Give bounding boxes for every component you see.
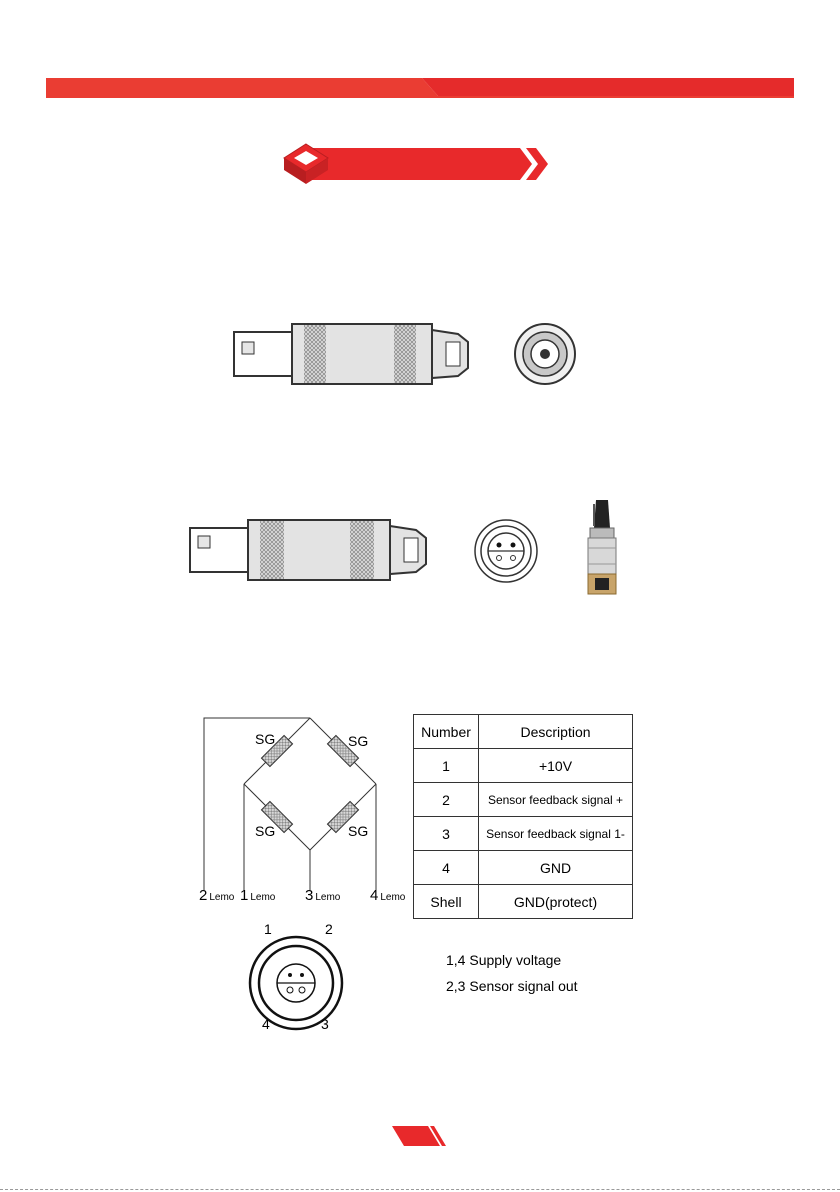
table-row [414,749,633,783]
row-number: 3 [414,817,479,851]
pin-label-3: 3 [321,1016,329,1032]
connector-2-side-view [188,518,432,582]
connector-1-end-drawing [512,322,578,386]
table-row [414,783,633,817]
row-number: 2 [414,783,479,817]
pin-table [413,714,633,919]
connector-1-end-view [512,322,578,386]
row-number: 4 [414,851,479,885]
table-row [414,885,633,919]
terminal-3-num: 3 [305,887,314,904]
header-description: Description [479,715,633,749]
connector-2-drawing [188,518,432,582]
section-badge-graphic [280,140,552,188]
terminal-2-num: 2 [199,887,208,904]
pin-label-4: 4 [262,1016,270,1032]
connector-1-drawing [232,322,472,386]
row-description: Sensor feedback signal + [479,783,633,817]
terminal-1 [240,887,275,905]
bridge-wiring [196,710,408,902]
footer-marker-shape [388,1124,450,1148]
header-number: Number [414,715,479,749]
connector-photo [582,498,622,598]
pin-label-1: 1 [264,921,272,937]
legend-signal: 2,3 Sensor signal out [446,978,578,994]
sg-label-top-right: SG [348,733,369,749]
row-description: Sensor feedback signal 1- [479,817,633,851]
row-number: Shell [414,885,479,919]
terminal-4 [370,887,405,905]
connector-2-end-view [472,518,540,584]
pin-table-header [414,715,633,749]
row-description: +10V [479,749,633,783]
header-bar [46,78,794,98]
bridge-schematic [196,710,408,902]
terminal-3-suffix: Lemo [315,892,341,903]
terminal-1-num: 1 [240,887,249,904]
terminal-2 [199,887,234,905]
legend-supply: 1,4 Supply voltage [446,952,562,968]
page-footer-marker [388,1124,450,1148]
bottom-edge [0,1189,840,1190]
section-badge [280,140,552,188]
row-description: GND [479,851,633,885]
connector-2-end-drawing [472,518,540,584]
terminal-3 [305,887,340,905]
sg-label-bottom-right: SG [348,823,369,839]
terminal-1-suffix: Lemo [250,892,276,903]
header-bar-shape [46,78,794,98]
sg-label-bottom-left: SG [255,823,276,839]
row-number: 1 [414,749,479,783]
pin-label-2: 2 [325,921,333,937]
table-row [414,817,633,851]
row-description: GND(protect) [479,885,633,919]
connector-photo-drawing [582,498,622,598]
terminal-2-suffix: Lemo [209,892,235,903]
sg-label-top-left: SG [255,731,276,747]
terminal-4-suffix: Lemo [380,892,406,903]
terminal-4-num: 4 [370,887,379,904]
table-row [414,851,633,885]
connector-1-side-view [232,322,472,386]
